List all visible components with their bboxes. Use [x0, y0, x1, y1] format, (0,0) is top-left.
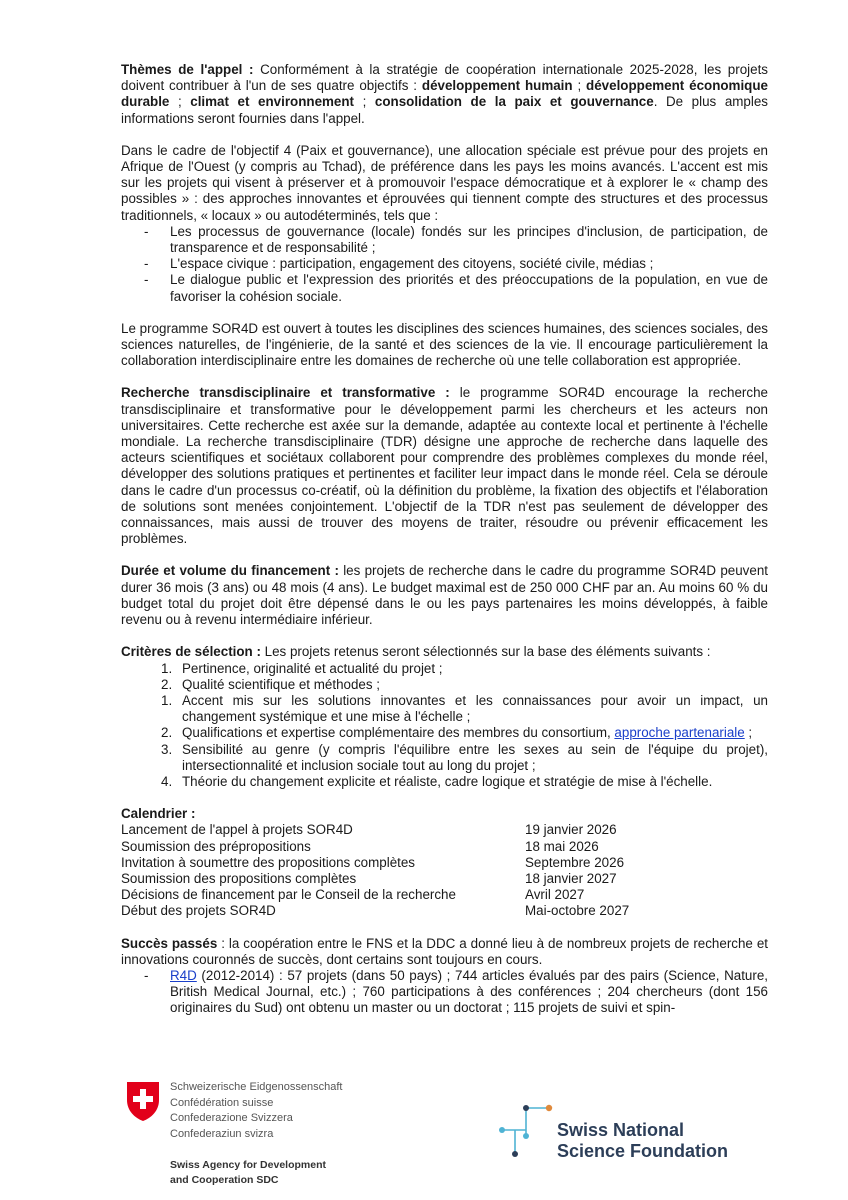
snsf-network-icon: [497, 1098, 559, 1168]
successes-paragraph: Succès passés : la coopération entre le FNS et la DDC a donné lieu à de nombreux projets de recherche et innovations couronnés de succès, dont certains sont toujours en cours.: [121, 935, 768, 967]
criteria-label: Critères de sélection :: [121, 644, 261, 660]
list-item: - Le dialogue public et l'expression des priorités et des préoccupations de la population, en vue de favoriser la cohésion sociale.: [121, 272, 768, 304]
disciplines-paragraph: Le programme SOR4D est ouvert à toutes les disciplines des sciences humaines, des sciences sociales, des sciences naturelles, de l'ingénierie, de la santé et des sciences de la vie. Il encourage particulièrement la collaboration interdisciplinaire entre les domaines de recherche où une telle collaboration est appropriée.: [121, 320, 768, 369]
objective4-paragraph: Dans le cadre de l'objectif 4 (Paix et gouvernance), une allocation spéciale est prévue pour des projets en Afrique de l'Ouest (y compris au Tchad), de préférence dans les pays les moins avancés. L'accent est mis sur les projets qui visent à préserver et à promouvoir l'espace démocratique et à explorer le « champ des possibles » : des approches innovantes et éprouvées qui tiennent compte des structures et des processus traditionnels, « locaux » ou autodéterminés, tels que :: [121, 142, 768, 223]
partnership-approach-link[interactable]: approche partenariale: [614, 725, 745, 741]
successes-list: [121, 968, 768, 1017]
swiss-shield-icon: [125, 1080, 161, 1122]
criteria-list: [121, 661, 768, 791]
funding-paragraph: Durée et volume du financement : les projets de recherche dans le cadre du programme SOR4D peuvent durer 36 mois (3 ans) ou 48 mois (4 ans). Le budget maximal est de 250 000 CHF par an. Au moins 60 % du budget total du projet doit être dépensé dans le ou les pays partenaires les moins développés, à faible revenu ou à revenu intermédiaire inférieur.: [121, 563, 768, 628]
calendar-row: Invitation à soumettre des propositions complètes Septembre 2026: [121, 854, 625, 870]
transdisciplinary-paragraph: Recherche transdisciplinaire et transformative : le programme SOR4D encourage la recherche transdisciplinaire et transformative pour le développement parmi les chercheurs et les acteurs non universitaires. Cette recherche est axée sur la demande, adaptée au contexte local et pertinente à l'échelle mondiale. La recherche transdisciplinaire (TDR) désigne une approche de recherche dans laquelle des acteurs scientifiques et sociétaux collaborent pour comprendre des problèmes complexes du monde réel, développer des solutions pratiques et pertinentes et faciliter leur impact dans le monde réel. Cela se déroule dans le cadre d'un processus co-créatif, où la définition du problème, la fixation des objectifs et l'élaboration de solutions sont menées conjointement. L'objectif de la TDR n'est pas seulement de développer des connaissances, mais aussi de trouver des moyens de traiter, résoudre ou prévenir efficacement les problèmes.: [121, 385, 768, 547]
calendar-row: Lancement de l'appel à projets SOR4D 19 janvier 2026: [121, 822, 617, 838]
list-item: - L'espace civique : participation, engagement des citoyens, société civile, médias ;: [121, 256, 768, 272]
document-body: [121, 62, 768, 1017]
themes-label: Thèmes de l'appel :: [121, 62, 254, 77]
calendar-row: Soumission des prépropositions 18 mai 2026: [121, 838, 599, 854]
list-item: 2. Qualité scientifique et méthodes ;: [161, 676, 380, 692]
snsf-logo: [497, 1098, 767, 1168]
themes-paragraph: Thèmes de l'appel : Conformément à la stratégie de coopération internationale 2025-2028, les projets doivent contribuer à l'un de ses quatre objectifs : développement humain ; développement économique durable ; climat et environnement ; consolidation de la paix et gouvernance. De plus amples informations seront fournies dans l'appel.: [121, 62, 768, 126]
confederation-names: Schweizerische Eidgenossenschaft Confédération suisse Confederazione Svizzera Confederaziun svizra: [170, 1081, 343, 1140]
list-item: 4. Théorie du changement explicite et réaliste, cadre logique et stratégie de mise à l'échelle.: [161, 773, 713, 789]
calendar-row: Soumission des propositions complètes 18 janvier 2027: [121, 870, 617, 886]
r4d-link[interactable]: R4D: [170, 967, 197, 983]
criteria-paragraph: Critères de sélection : Les projets retenus seront sélectionnés sur la base des éléments suivants :: [121, 644, 711, 660]
list-item: 1. Accent mis sur les solutions innovantes et les connaissances pour avoir un impact, un changement systémique et une mise à l'échelle ;: [161, 692, 768, 725]
list-item: 2. Qualifications et expertise complémentaire des membres du consortium, approche partenariale ;: [161, 725, 753, 741]
objective4-list: [121, 224, 768, 305]
calendar-heading: Calendrier :: [121, 806, 196, 822]
transdisciplinary-label: Recherche transdisciplinaire et transformative :: [121, 385, 450, 401]
list-item: 3. Sensibilité au genre (y compris l'équilibre entre les sexes au sein de l'équipe du projet), intersectionnalité et inclusion sociale tout au long du projet ;: [161, 741, 768, 773]
list-item: 1. Pertinence, originalité et actualité du projet ;: [161, 660, 443, 676]
successes-label: Succès passés: [121, 935, 218, 951]
calendar-table: [121, 822, 768, 919]
calendar-row: Début des projets SOR4D Mai-octobre 2027: [121, 903, 630, 919]
list-item: - R4D (2012-2014) : 57 projets (dans 50 pays) ; 744 articles évalués par des pairs (Science, Nature, British Medical Journal, etc.) ; 760 participations à des conférences ; 204 chercheurs (dont 156 originaires du Sud) ont obtenu un master ou un doctorat ; 115 projets de suivi et spin-: [121, 968, 768, 1017]
sdc-agency-name: Swiss Agency for Development and Cooperation SDC: [170, 1159, 326, 1186]
funding-label: Durée et volume du financement :: [121, 563, 339, 579]
snsf-name: Swiss National Science Foundation: [557, 1120, 729, 1161]
list-item: - Les processus de gouvernance (locale) fondés sur les principes d'inclusion, de participation, de transparence et de responsabilité ;: [121, 224, 768, 256]
calendar-row: Décisions de financement par le Conseil de la recherche Avril 2027: [121, 887, 585, 903]
